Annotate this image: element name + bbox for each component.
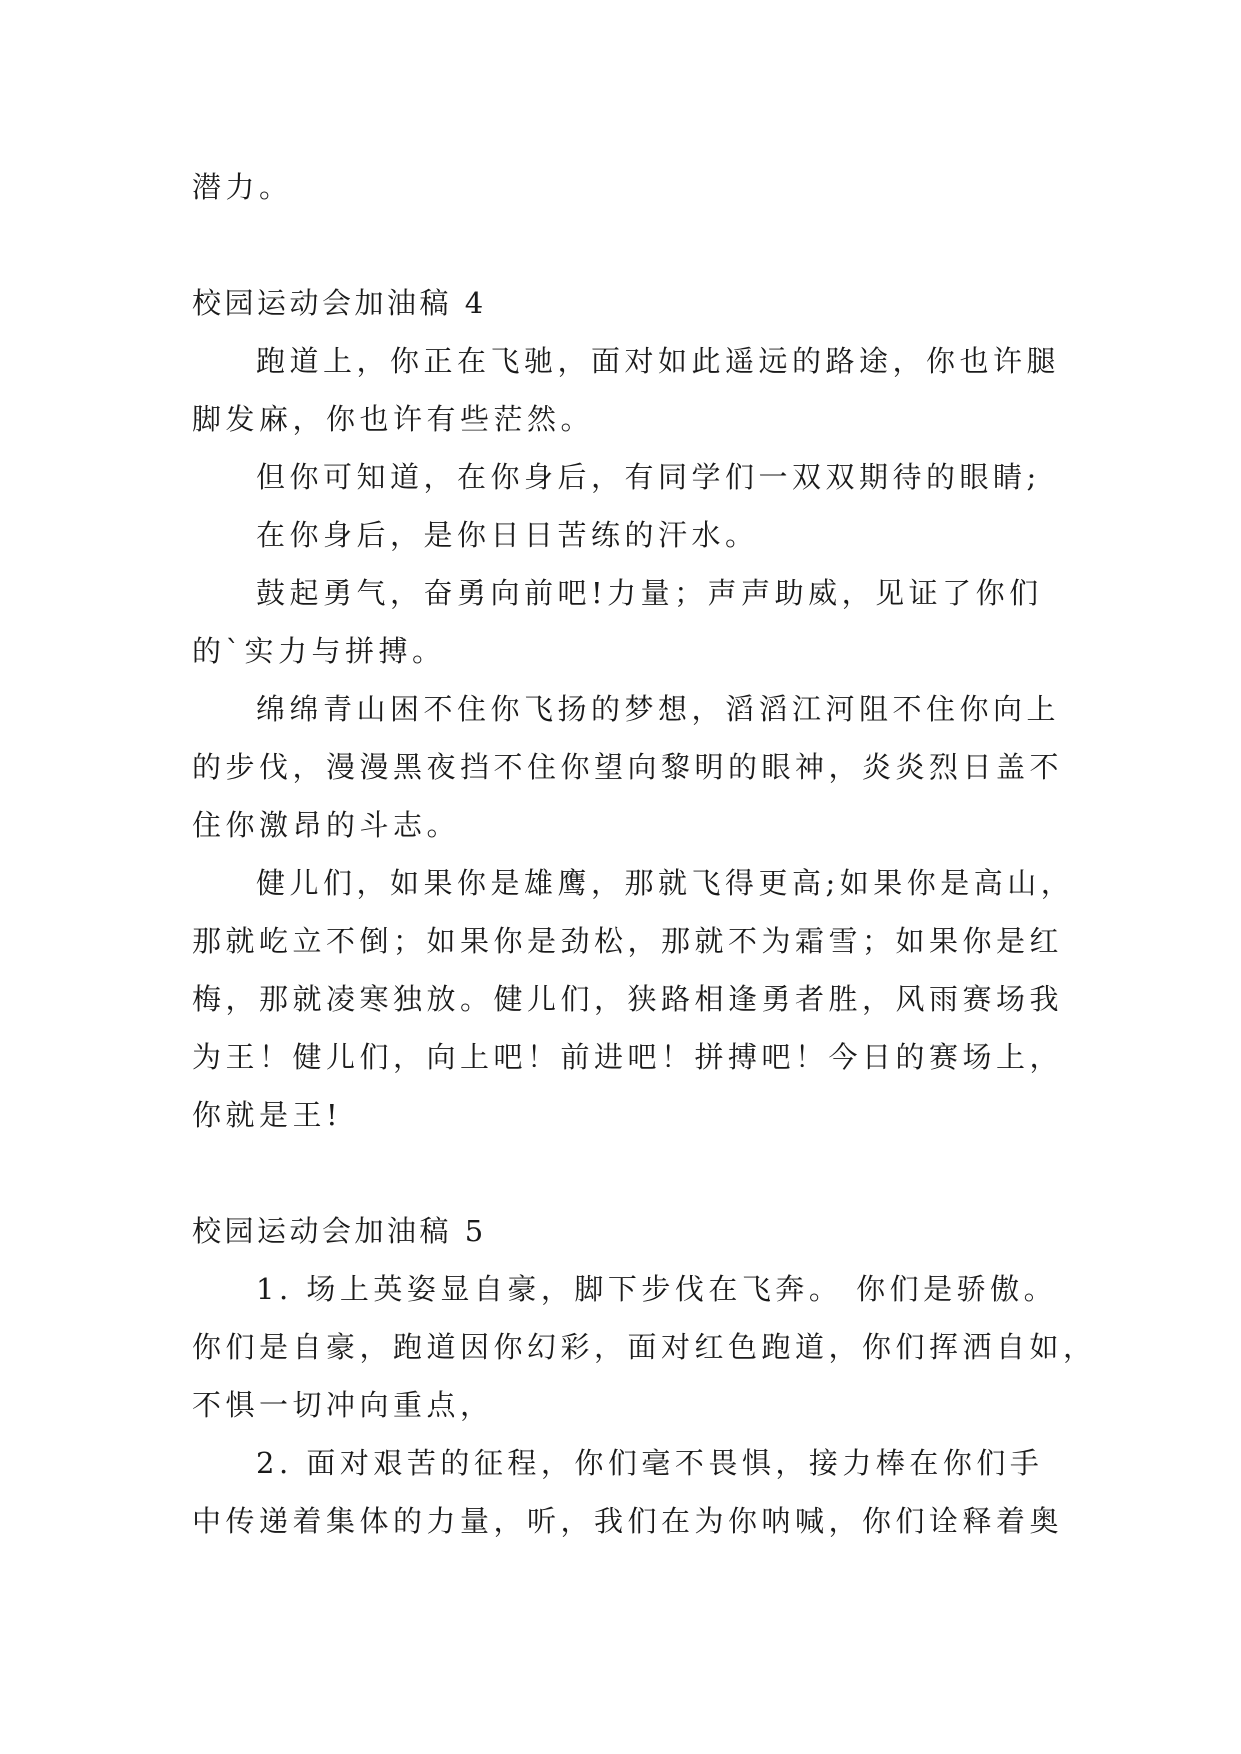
section-4-line: 但你可知道，在你身后，有同学们一双双期待的眼睛; [256,460,1041,494]
section-4-line: 在你身后，是你日日苦练的汗水。 [256,518,759,552]
paragraph-gap [192,216,1072,274]
section-5-line: 你们是自豪，跑道因你幻彩，面对红色跑道，你们挥洒自如， [192,1330,1097,1364]
intro-tail-text: 潜力。 [192,170,293,204]
section-4-line: 的`实力与拼搏。 [192,634,446,668]
section-4-line: 为王！健儿们，向上吧！前进吧！拼搏吧！今日的赛场上， [192,1040,1064,1074]
document-body [192,158,1097,1550]
section-4-line: 脚发麻，你也许有些茫然。 [192,402,595,436]
section-4-line: 鼓起勇气，奋勇向前吧!力量；声声助威，见证了你们 [256,576,1043,610]
section-5-line: 不惧一切冲向重点， [192,1388,494,1422]
section-5-line: 1. 场上英姿显自豪，脚下步伐在飞奔。 你们是骄傲。 [256,1272,1058,1306]
section-5-line: 2. 面对艰苦的征程，你们毫不畏惧，接力棒在你们手 [256,1446,1044,1480]
section-4-line: 健儿们，如果你是雄鹰，那就飞得更高;如果你是高山， [256,866,1075,900]
section-4-title: 校园运动会加油稿 4 [192,286,487,320]
paragraph-gap [192,1144,1072,1202]
section-4-line: 你就是王! [192,1098,343,1132]
section-4-line: 住你激昂的斗志。 [192,808,461,842]
section-4-line: 的步伐，漫漫黑夜挡不住你望向黎明的眼神，炎炎烈日盖不 [192,750,1064,784]
section-4-line: 跑道上，你正在飞驰，面对如此遥远的路途，你也许腿 [256,344,1061,378]
section-5-title: 校园运动会加油稿 5 [192,1214,487,1248]
section-4-line: 那就屹立不倒；如果你是劲松，那就不为霜雪；如果你是红 [192,924,1064,958]
section-5-line: 中传递着集体的力量，听，我们在为你呐喊，你们诠释着奥 [192,1504,1064,1538]
section-4-line: 梅，那就凌寒独放。健儿们，狭路相逢勇者胜，风雨赛场我 [192,982,1064,1016]
section-4-line: 绵绵青山困不住你飞扬的梦想，滔滔江河阻不住你向上 [256,692,1061,726]
